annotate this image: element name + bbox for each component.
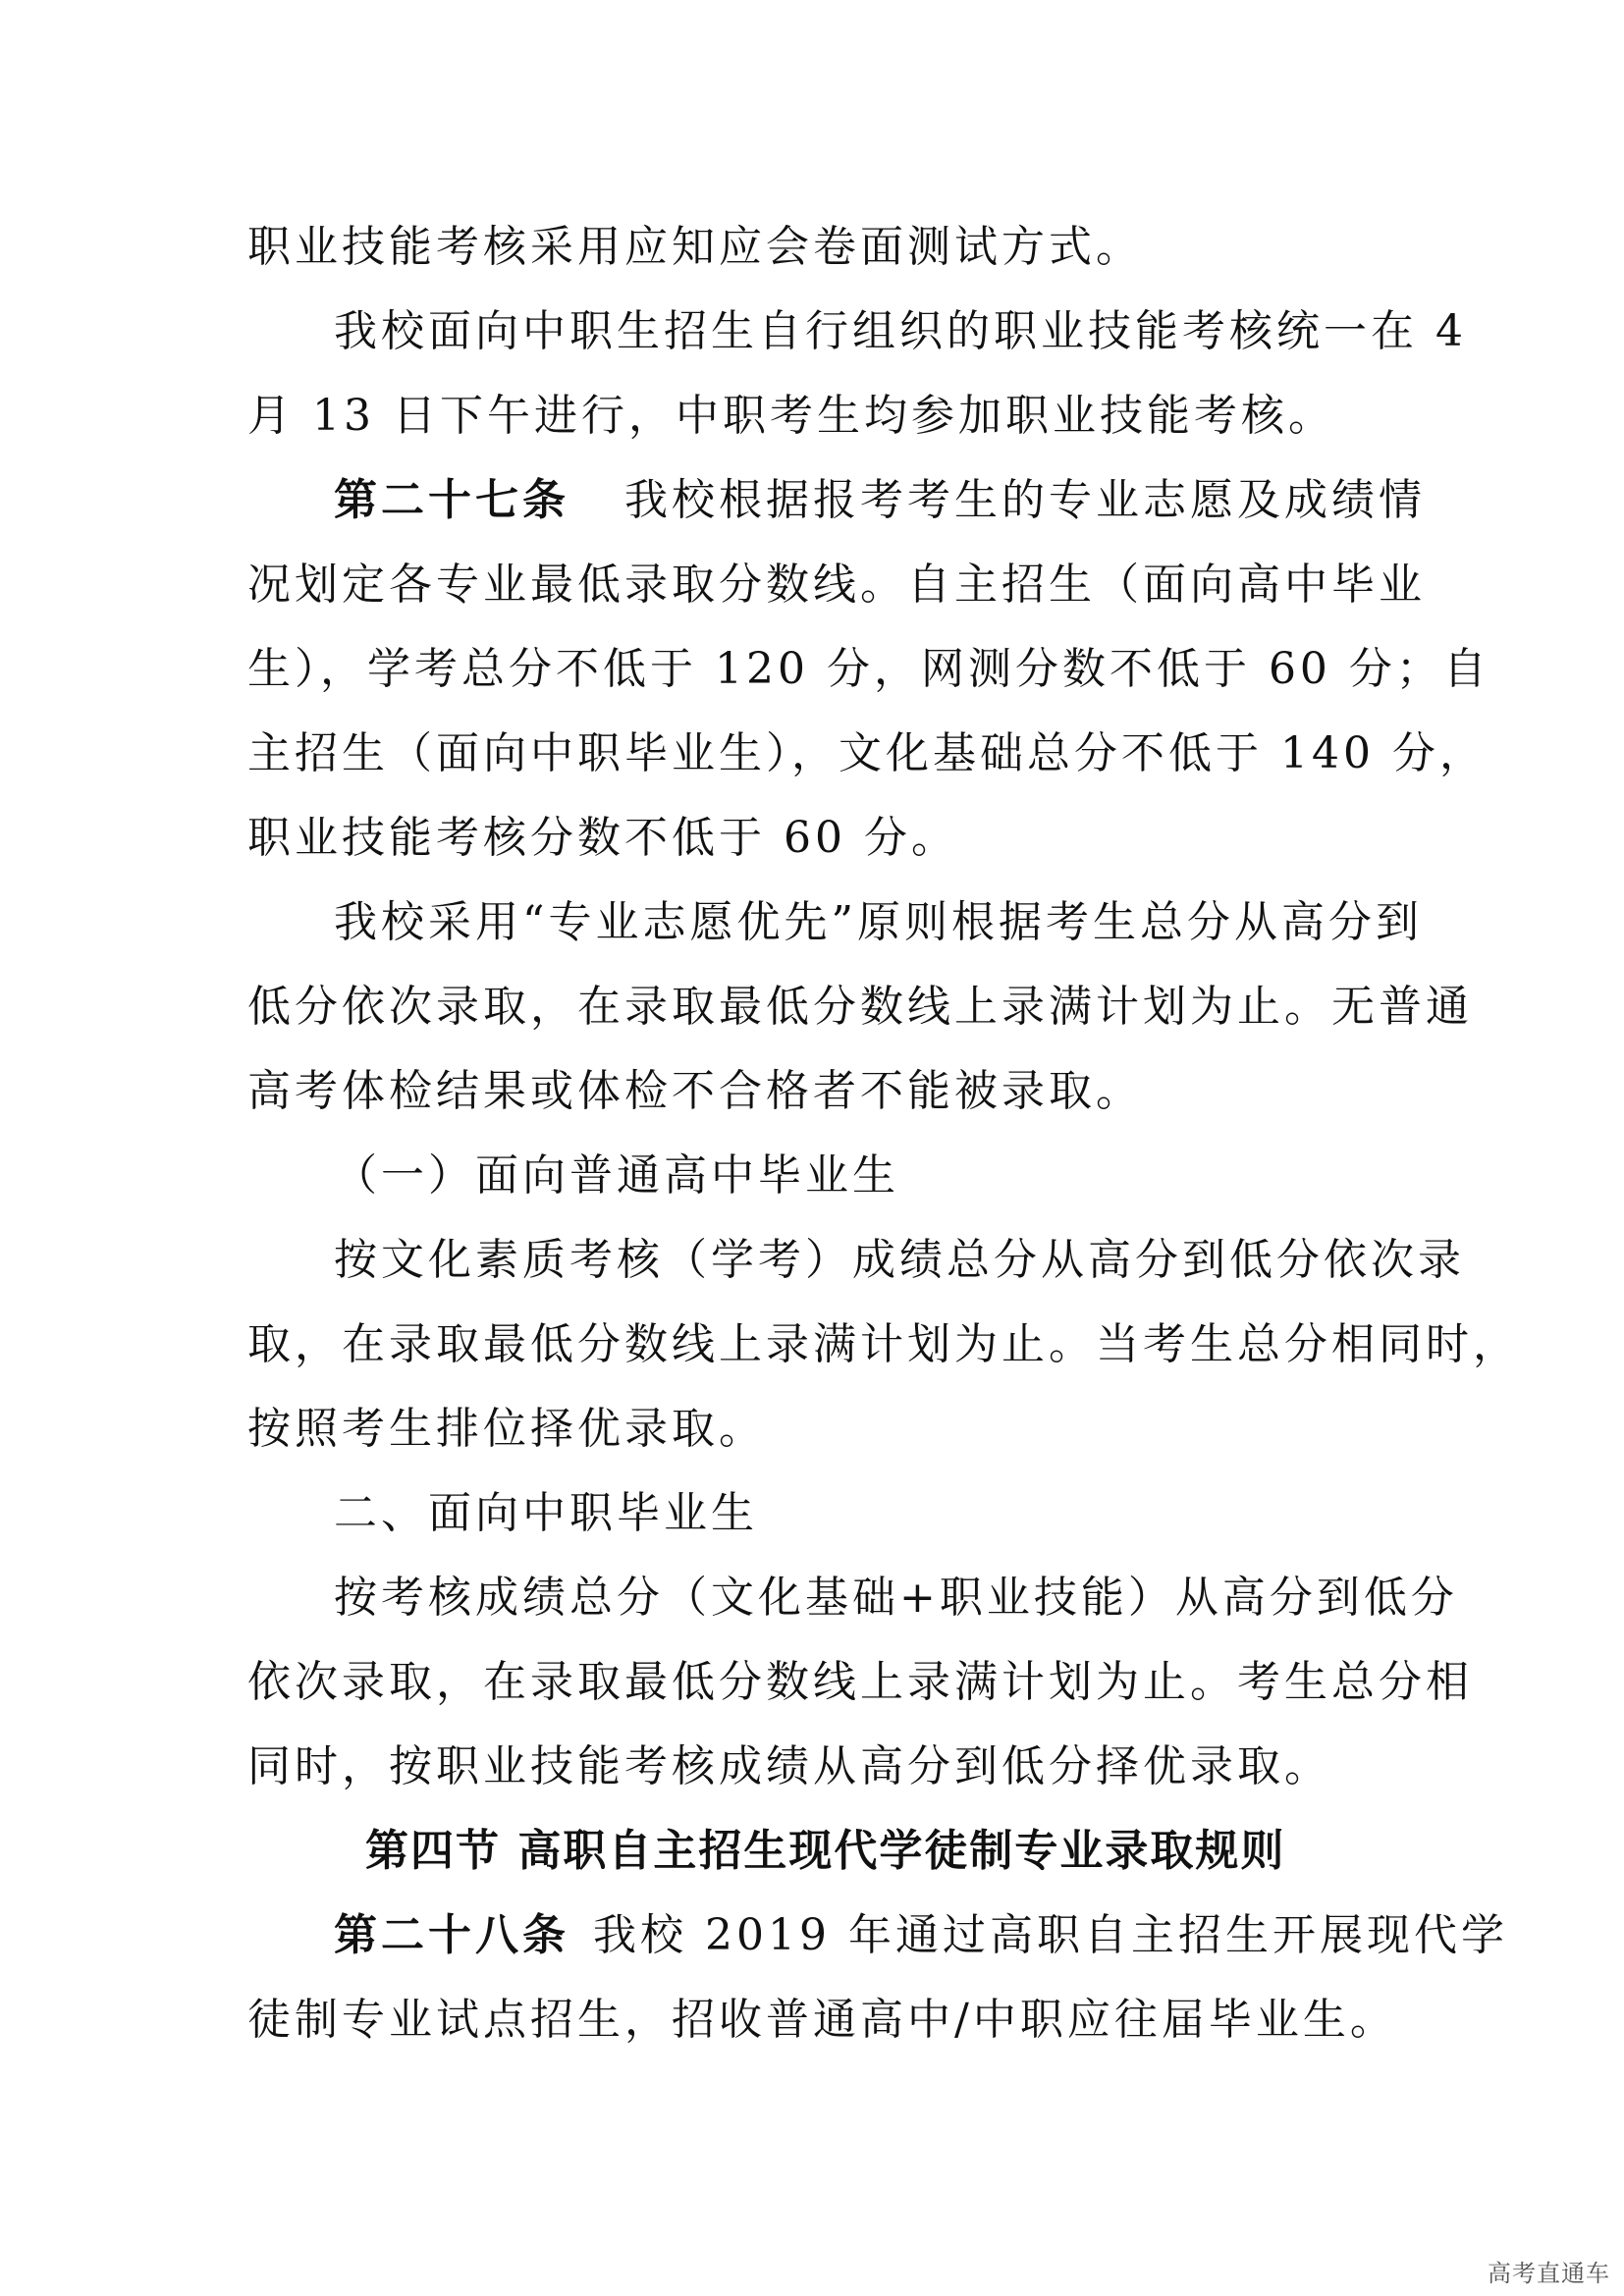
paragraph-line: 主招生（面向中职毕业生），文化基础总分不低于 140 分， [247, 728, 1487, 778]
paragraph-text: 我校根据报考考生的专业志愿及成绩情 [624, 475, 1426, 525]
paragraph-line: 低分依次录取，在录取最低分数线上录满计划为止。无普通 [247, 982, 1473, 1032]
paragraph-line: 况划定各专业最低录取分数线。自主招生（面向高中毕业 [247, 560, 1426, 610]
paragraph-line: 职业技能考核采用应知应会卷面测试方式。 [247, 222, 1143, 272]
paragraph-line: 徒制专业试点招生，招收普通高中/中职应往届毕业生。 [247, 1995, 1397, 2045]
paragraph-line: 我校面向中职生招生自行组织的职业技能考核统一在 4 [334, 306, 1467, 356]
paragraph-line: 按文化素质考核（学考）成绩总分从高分到低分依次录 [334, 1235, 1465, 1285]
paragraph-line: 按考核成绩总分（文化基础+职业技能）从高分到低分 [334, 1573, 1458, 1623]
paragraph-line: 高考体检结果或体检不合格者不能被录取。 [247, 1066, 1143, 1116]
article-28-first-line [334, 1906, 1508, 1965]
paragraph-text: 我校 2019 年通过高职自主招生开展现代学 [593, 1910, 1508, 1960]
paragraph-line: 生），学考总分不低于 120 分，网测分数不低于 60 分；自 [247, 644, 1490, 694]
section-heading: 第四节 高职自主招生现代学徒制专业录取规则 [365, 1826, 1286, 1876]
article-28-label: 第二十八条 [334, 1910, 569, 1960]
paragraph-line: 职业技能考核分数不低于 60 分。 [247, 813, 958, 863]
paragraph-line: 按照考生排位择优录取。 [247, 1404, 766, 1454]
paragraph-line: 依次录取，在录取最低分数线上录满计划为止。考生总分相 [247, 1657, 1473, 1707]
paragraph-line: 月 13 日下午进行，中职考生均参加职业技能考核。 [247, 391, 1335, 441]
paragraph-line: 我校采用“专业志愿优先”原则根据考生总分从高分到 [334, 897, 1423, 947]
watermark-text: 高考直通车 [1488, 2260, 1610, 2287]
subsection-heading: 二、面向中职毕业生 [334, 1488, 758, 1538]
paragraph-line: 同时，按职业技能考核成绩从高分到低分择优录取。 [247, 1741, 1331, 1791]
subsection-heading: （一）面向普通高中毕业生 [334, 1150, 899, 1201]
paragraph-line: 取，在录取最低分数线上录满计划为止。当考生总分相同时， [247, 1319, 1520, 1369]
article-27-label: 第二十七条 [334, 475, 569, 525]
article-27-first-line [334, 471, 1426, 530]
